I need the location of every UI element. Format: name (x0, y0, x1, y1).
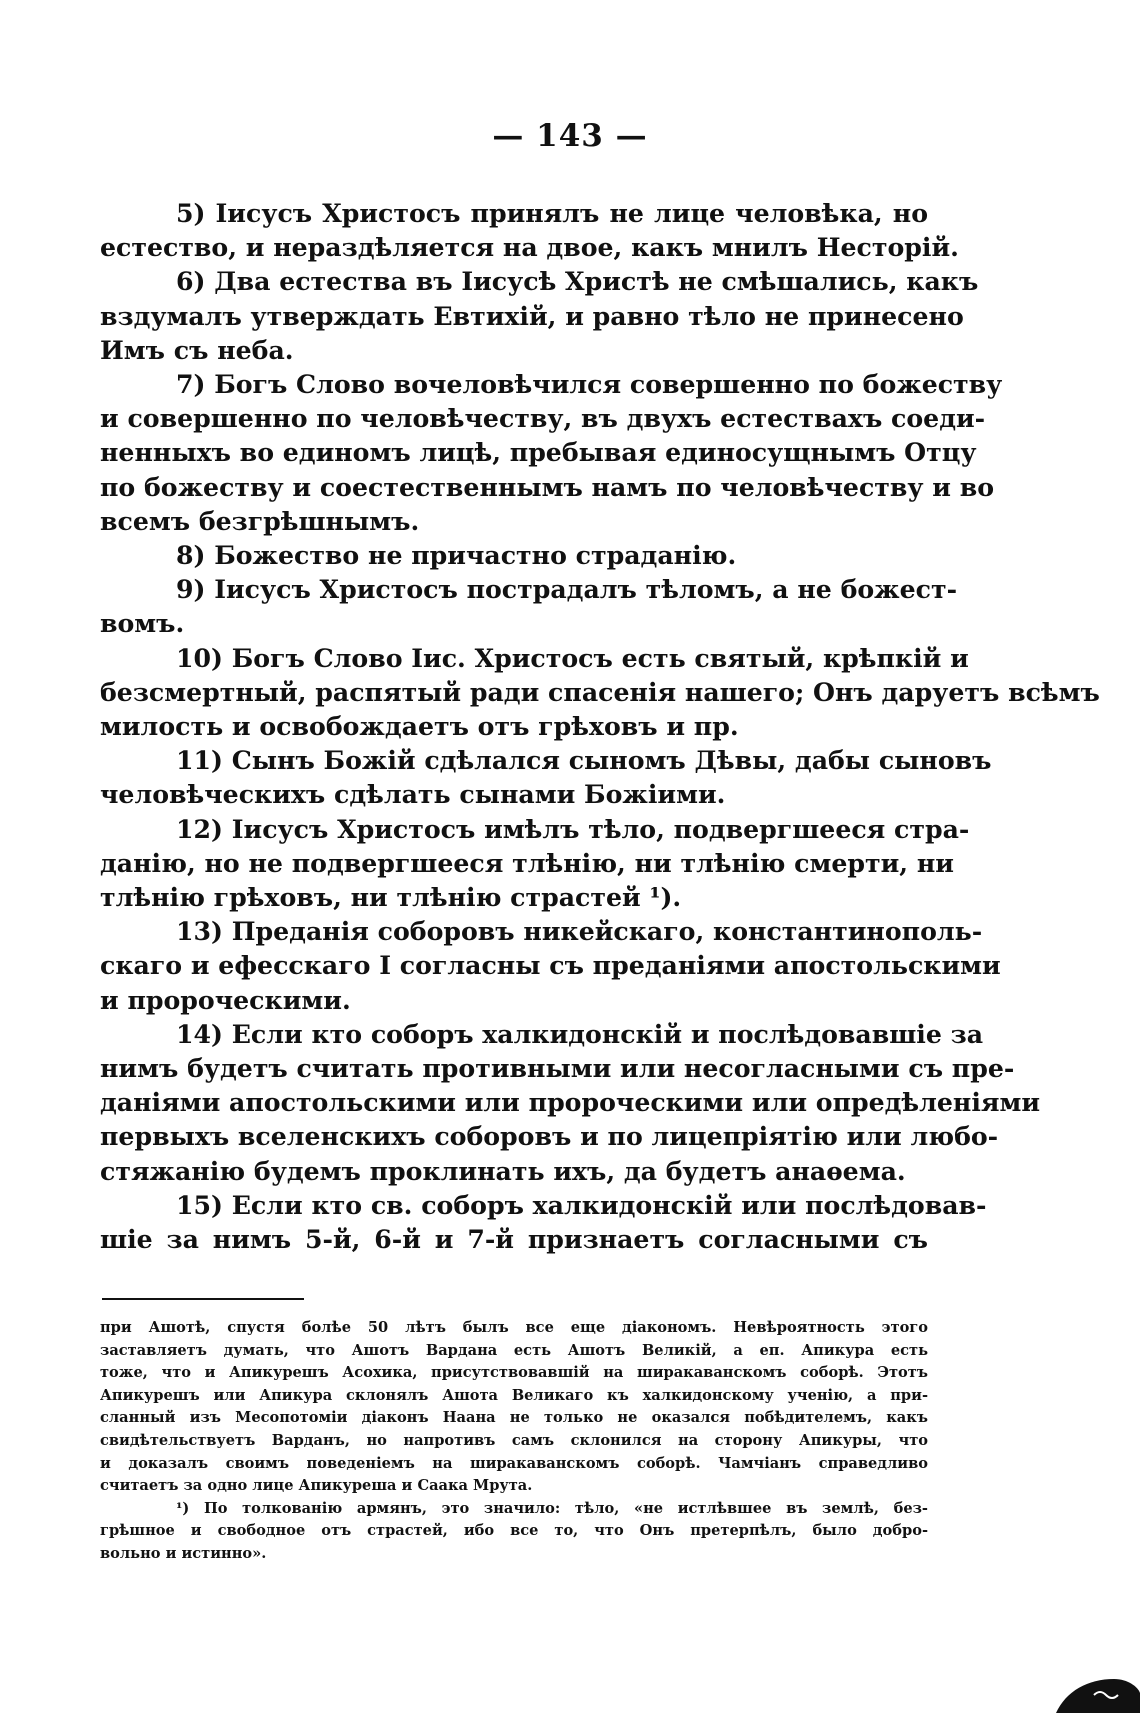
footnote-line: ¹) По толкованію армянъ, это значило: тѣло, «не истлѣвшее въ землѣ, без- (176, 1499, 928, 1517)
footnote-line: Апикурешъ или Апикура склонялъ Ашота Великаго къ халкидонскому ученію, а при- (100, 1386, 928, 1404)
text-line: и пророческими. (100, 984, 351, 1015)
text-line: по божеству и соестественнымъ намъ по человѣчеству и во (100, 471, 995, 502)
text-line: вомъ. (100, 608, 185, 639)
footnote-line: грѣшное и свободное отъ страстей, ибо все то, что Онъ претерпѣлъ, было добро- (100, 1522, 928, 1540)
text-line: естество, и нераздѣляется на двое, какъ мнилъ Несторій. (100, 232, 959, 263)
text-line: 5) Іисусъ Христосъ принялъ не лице человѣка, но (176, 198, 928, 228)
text-line: вздумалъ утверждать Евтихій, и равно тѣло не принесено (100, 300, 964, 331)
text-line: шіе за нимъ 5-й, 6-й и 7-й признаетъ согласными съ (100, 1224, 928, 1255)
page-number: — 143 — (492, 118, 648, 154)
text-line: данію, но не подвергшееся тлѣнію, ни тлѣнію смерти, ни (100, 847, 954, 878)
text-line: тлѣнію грѣховъ, ни тлѣнію страстей ¹). (100, 882, 682, 913)
text-line: 10) Богъ Слово Іис. Христосъ есть святый, крѣпкій и (176, 642, 969, 673)
text-line: 12) Іисусъ Христосъ имѣлъ тѣло, подвергшееся стра- (176, 813, 970, 844)
text-line: 8) Божество не причастно страданію. (176, 540, 737, 571)
text-line: 15) Если кто св. соборъ халкидонскій или послѣдовав- (176, 1189, 987, 1220)
text-line: 11) Сынъ Божій сдѣлался сыномъ Дѣвы, дабы сыновъ (176, 745, 992, 776)
text-line: всемъ безгрѣшнымъ. (100, 505, 420, 536)
footnote-line: считаетъ за одно лице Апикуреша и Саака Мрута. (100, 1477, 533, 1495)
footnote-line: сланный изъ Месопотоміи діаконъ Наана не только не оказался побѣдителемъ, какъ (100, 1409, 928, 1427)
footnote-line: и доказалъ своимъ поведеніемъ на ширакаванскомъ соборѣ. Чамчіанъ справедливо (100, 1454, 928, 1472)
footnote-line: свидѣтельствуетъ Варданъ, но напротивъ самъ склонился на сторону Апикуры, что (100, 1431, 928, 1449)
footnotes-block (100, 1317, 928, 1566)
footnote-line: тоже, что и Апикурешъ Асохика, присутствовавшій на ширакаванскомъ соборѣ. Этотъ (100, 1364, 928, 1382)
text-line: человѣческихъ сдѣлать сынами Божіими. (100, 779, 726, 810)
text-line: Имъ съ неба. (100, 334, 294, 365)
text-line: 7) Богъ Слово вочеловѣчился совершенно по божеству (176, 369, 1003, 400)
text-line: 14) Если кто соборъ халкидонскій и послѣдовавшіе за (176, 1018, 984, 1049)
text-line: даніями апостольскими или пророческими или опредѣленіями (100, 1087, 1041, 1118)
text-line: безсмертный, распятый ради спасенія нашего; Онъ даруетъ всѣмъ (100, 676, 1100, 707)
text-line: скаго и ефесскаго I согласны съ преданіями апостольскими (100, 950, 1001, 981)
text-line: и совершенно по человѣчеству, въ двухъ естествахъ соеди- (100, 403, 986, 434)
footnote-line: заставляетъ думать, что Ашотъ Вардана есть Ашотъ Великій, а еп. Апикура есть (100, 1341, 928, 1359)
text-line: нимъ будетъ считать противными или несогласными съ пре- (100, 1053, 1015, 1084)
text-line: милость и освобождаетъ отъ грѣховъ и пр. (100, 711, 739, 742)
text-line: 13) Преданія соборовъ никейскаго, константинополь- (176, 916, 983, 947)
footnote-line: вольно и истинно». (100, 1544, 267, 1562)
text-line: стяжанію будемъ проклинать ихъ, да будетъ анаѳема. (100, 1155, 906, 1186)
text-line: 6) Два естества въ Іисусѣ Христѣ не смѣшались, какъ (176, 266, 979, 297)
main-text-block (100, 196, 1100, 1256)
text-line: 9) Іисусъ Христосъ пострадалъ тѣломъ, а не божест- (176, 574, 958, 605)
footnote-line: при Ашотѣ, спустя болѣе 50 лѣтъ былъ все еще діакономъ. Невѣроятность этого (100, 1319, 928, 1336)
text-line: первыхъ вселенскихъ соборовъ и по лицепріятію или любо- (100, 1121, 999, 1152)
text-line: ненныхъ во единомъ лицѣ, пребывая единосущнымъ Отцу (100, 437, 977, 468)
library-stamp-mark (1048, 1657, 1140, 1713)
footnote-separator (102, 1298, 304, 1300)
